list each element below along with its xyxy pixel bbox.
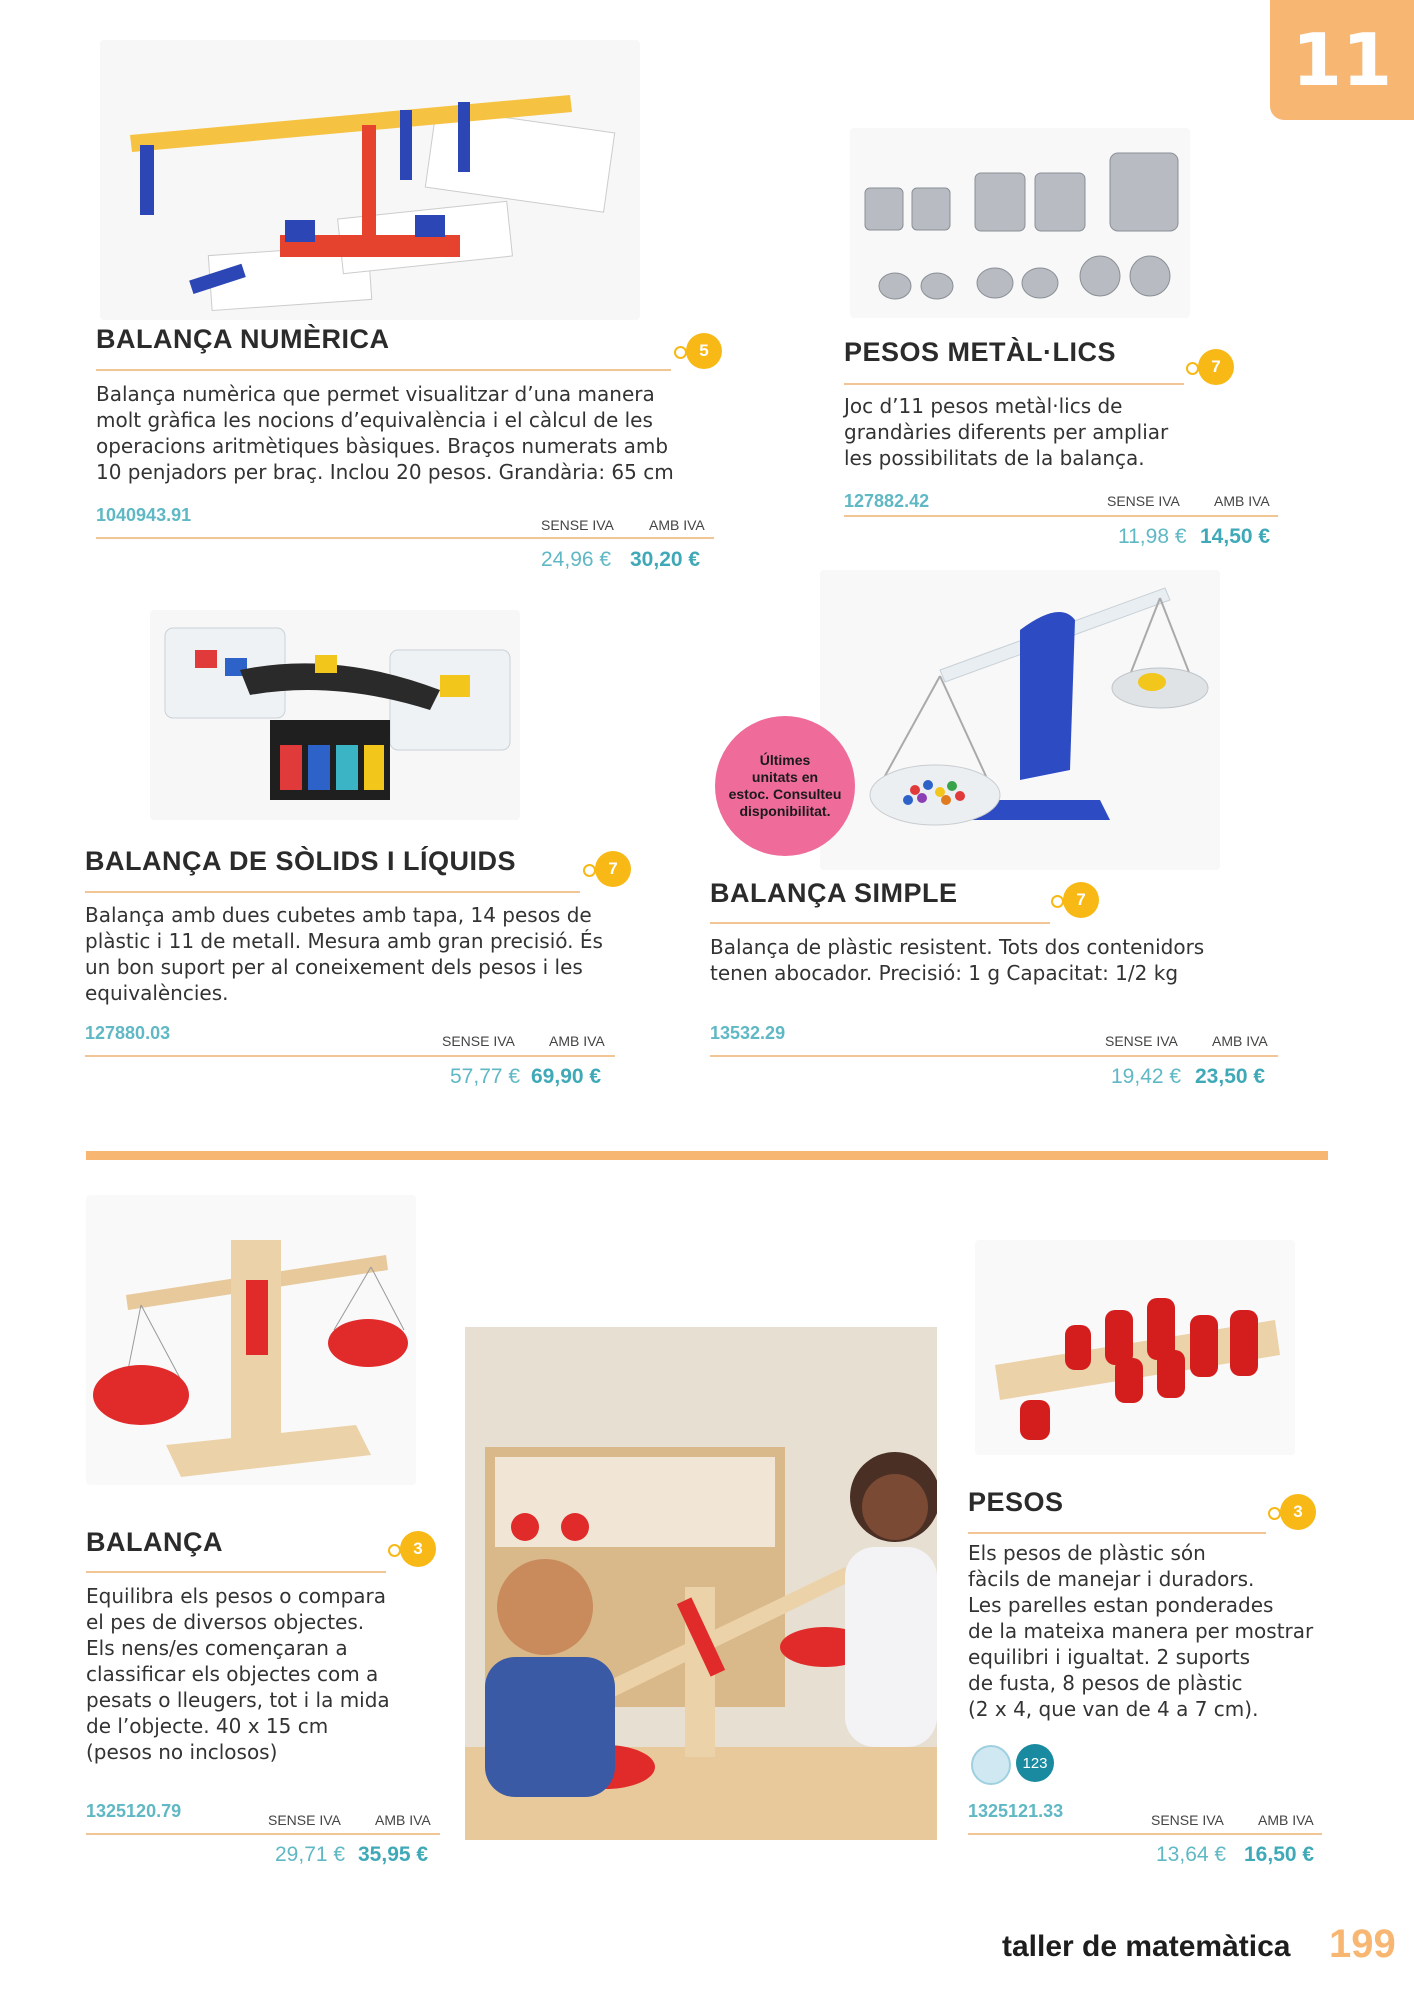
price-label-vat: AMB IVA — [375, 1812, 431, 1828]
stock-badge — [715, 716, 855, 856]
section-divider — [86, 1151, 1328, 1160]
description-line: molt gràfica les nocions d’equivalència i el càlcul de les — [96, 408, 653, 432]
description-line: Els pesos de plàstic són — [968, 1541, 1206, 1565]
age-marker-dot — [1268, 1507, 1281, 1520]
description-line: de l’objecte. 40 x 15 cm — [86, 1714, 329, 1738]
price-net: 19,42 € — [1111, 1065, 1182, 1088]
price-vat: 16,50 € — [1244, 1843, 1315, 1866]
description-line: operacions aritmètiques bàsiques. Braços numerats amb — [96, 434, 669, 458]
balance-scale-icon — [971, 1745, 1011, 1785]
product-code: 1325121.33 — [968, 1801, 1064, 1821]
price-label-vat: AMB IVA — [1212, 1033, 1268, 1049]
price-net: 11,98 € — [1118, 525, 1187, 548]
description-line: Balança de plàstic resistent. Tots dos contenidors — [710, 935, 1205, 959]
price-label-net: SENSE IVA — [268, 1812, 341, 1828]
product-code: 1040943.91 — [96, 505, 192, 525]
price-label-net: SENSE IVA — [442, 1033, 515, 1049]
description-line: Les parelles estan ponderades — [968, 1593, 1274, 1617]
product-description — [968, 1540, 1313, 1722]
title-underline — [86, 1571, 386, 1573]
chapter-tab: 11 — [1270, 0, 1414, 120]
product-code: 13532.29 — [710, 1023, 786, 1043]
product-code: 127880.03 — [85, 1023, 171, 1043]
product-description — [85, 902, 603, 1006]
price-vat: 69,90 € — [531, 1065, 602, 1088]
photo-children-playing-balance — [465, 1327, 937, 1840]
age-badge: 3 — [1280, 1494, 1316, 1530]
description-line: (pesos no inclosos) — [86, 1740, 278, 1764]
stock-badge-line: disponibilitat. — [739, 803, 831, 819]
age-marker-dot — [1051, 895, 1064, 908]
product-title: BALANÇA SIMPLE — [710, 878, 958, 908]
product-description — [86, 1583, 390, 1765]
price-net: 57,77 € — [450, 1065, 521, 1088]
description-line: grandàries diferents per ampliar — [844, 420, 1169, 444]
description-line: 10 penjadors per braç. Inclou 20 pesos. Grandària: 65 cm — [96, 460, 674, 484]
product-title: PESOS METÀL·LICS — [844, 337, 1117, 367]
section-footer-title: taller de matemàtica — [1002, 1930, 1291, 1963]
price-vat: 23,50 € — [1195, 1065, 1266, 1088]
price-divider — [96, 537, 714, 539]
product-code: 127882.42 — [844, 491, 930, 511]
description-line: Equilibra els pesos o compara — [86, 1584, 387, 1608]
title-underline — [844, 383, 1184, 385]
title-underline — [710, 922, 1050, 924]
description-line: de fusta, 8 pesos de plàstic — [968, 1671, 1243, 1695]
price-label-net: SENSE IVA — [1151, 1812, 1224, 1828]
page-number: 199 — [1329, 1922, 1396, 1966]
product-image-pesos-plastic — [975, 1240, 1295, 1455]
price-label-vat: AMB IVA — [1258, 1812, 1314, 1828]
description-line: Balança numèrica que permet visualitzar d’una manera — [96, 382, 655, 406]
description-line: Els nens/es començaran a — [86, 1636, 348, 1660]
price-vat: 35,95 € — [358, 1843, 429, 1866]
price-net: 29,71 € — [275, 1843, 346, 1866]
description-line: equilibri i igualtat. 2 suports — [968, 1645, 1251, 1669]
product-description — [710, 934, 1204, 986]
price-vat: 30,20 € — [630, 548, 701, 571]
age-badge: 7 — [1198, 349, 1234, 385]
stock-badge-line: estoc. Consulteu — [728, 786, 842, 802]
age-badge: 7 — [595, 851, 631, 887]
description-line: Balança amb dues cubetes amb tapa, 14 pesos de — [85, 903, 592, 927]
age-badge: 5 — [686, 333, 722, 369]
product-image-balanca-numerica — [100, 40, 640, 320]
product-image-balanca-solids-liquids — [150, 610, 520, 820]
price-divider — [85, 1055, 615, 1057]
product-title: PESOS — [968, 1487, 1064, 1517]
description-line: plàstic i 11 de metall. Mesura amb gran precisió. És — [85, 929, 603, 953]
description-line: (2 x 4, que van de 4 a 7 cm). — [968, 1697, 1259, 1721]
description-line: tenen abocador. Precisió: 1 g Capacitat: 1/2 kg — [710, 961, 1179, 985]
product-image-balanca-fusta — [86, 1195, 416, 1485]
price-divider — [844, 515, 1278, 517]
age-marker-dot — [583, 864, 596, 877]
product-title: BALANÇA DE SÒLIDS I LÍQUIDS — [85, 846, 517, 876]
product-description — [96, 381, 674, 485]
price-label-vat: AMB IVA — [1214, 493, 1270, 509]
price-net: 13,64 € — [1156, 1843, 1227, 1866]
description-line: el pes de diversos objectes. — [86, 1610, 365, 1634]
price-label-net: SENSE IVA — [541, 517, 614, 533]
description-line: Joc d’11 pesos metàl·lics de — [844, 394, 1123, 418]
product-image-balanca-simple — [820, 570, 1220, 870]
price-divider — [968, 1833, 1322, 1835]
product-title: BALANÇA — [86, 1527, 223, 1557]
age-marker-dot — [674, 346, 687, 359]
price-divider — [710, 1055, 1278, 1057]
description-line: classificar els objectes com a — [86, 1662, 379, 1686]
description-line: les possibilitats de la balança. — [844, 446, 1145, 470]
description-line: equivalències. — [85, 981, 229, 1005]
title-underline — [968, 1532, 1266, 1534]
stock-badge-line: Últimes — [759, 752, 811, 768]
age-badge: 7 — [1063, 882, 1099, 918]
age-marker-dot — [388, 1544, 401, 1557]
description-line: fàcils de manejar i duradors. — [968, 1567, 1255, 1591]
title-underline — [85, 891, 580, 893]
price-label-net: SENSE IVA — [1107, 493, 1180, 509]
price-label-net: SENSE IVA — [1105, 1033, 1178, 1049]
stock-badge-line: unitats en — [751, 769, 819, 785]
price-label-vat: AMB IVA — [549, 1033, 605, 1049]
title-underline — [96, 369, 671, 371]
price-net: 24,96 € — [541, 548, 612, 571]
numbers-icon: 123 — [1016, 1744, 1054, 1782]
description-line: de la mateixa manera per mostrar — [968, 1619, 1314, 1643]
product-image-pesos-metallics — [850, 128, 1190, 318]
description-line: un bon suport per al coneixement dels pesos i les — [85, 955, 583, 979]
price-vat: 14,50 € — [1200, 525, 1271, 548]
price-divider — [86, 1833, 440, 1835]
product-code: 1325120.79 — [86, 1801, 182, 1821]
age-badge: 3 — [400, 1531, 436, 1567]
age-marker-dot — [1186, 362, 1199, 375]
product-title: BALANÇA NUMÈRICA — [96, 324, 390, 354]
product-description — [844, 393, 1168, 471]
description-line: pesats o lleugers, tot i la mida — [86, 1688, 390, 1712]
price-label-vat: AMB IVA — [649, 517, 705, 533]
